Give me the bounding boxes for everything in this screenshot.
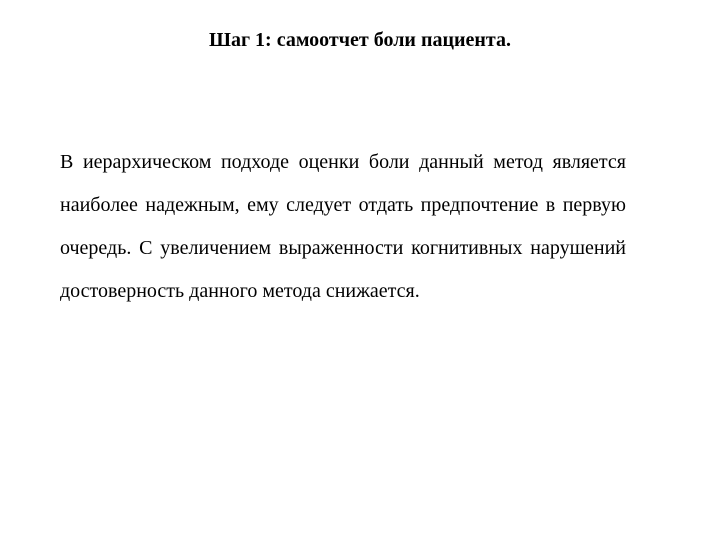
slide-body-text: В иерархическом подходе оценки боли данный метод является наиболее надежным, ему следует отдать предпочтение в первую очередь. С увеличением выраженности когнитивных нарушений достоверность данного метода снижается. (60, 151, 626, 302)
slide-title: Шаг 1: самоотчет боли пациента. (209, 29, 511, 51)
